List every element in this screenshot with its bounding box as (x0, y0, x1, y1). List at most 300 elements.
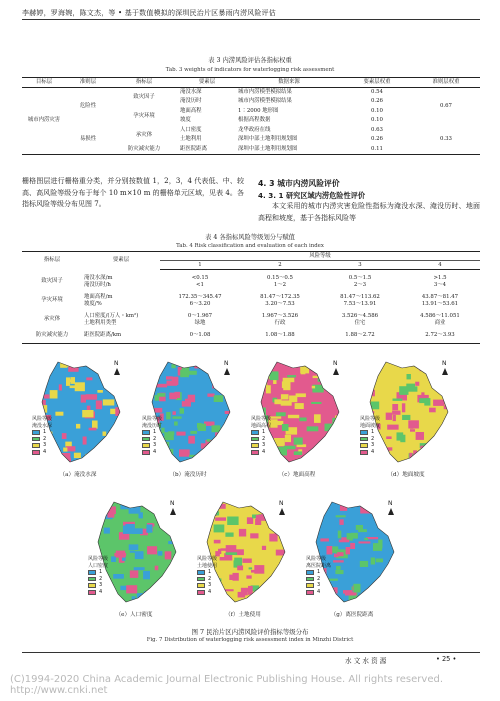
map-patch (156, 516, 165, 518)
map-patch (246, 575, 251, 578)
map-patch (256, 408, 266, 417)
map-patch (396, 559, 402, 567)
legend-item (251, 442, 271, 449)
map-patch (295, 403, 304, 409)
map-patch (214, 446, 218, 455)
running-title: 李赫婷，罗海婉，陈文杰，等 • 基于数值模拟的深圳民治片区暴雨内涝风险评估 (22, 9, 276, 17)
legend-item (88, 576, 108, 583)
map-patch (123, 526, 135, 534)
table3-source: 深圳中部土地利用规划图 (238, 136, 298, 143)
map-panel (138, 358, 238, 468)
legend-swatch (360, 450, 368, 455)
map-patch (376, 559, 383, 563)
legend-item (306, 582, 331, 589)
table4-cell: 2.72～3.93 (425, 331, 455, 338)
map-patch (269, 602, 276, 605)
table4-cell: 0.15～0.5 (267, 274, 293, 281)
table-row (22, 88, 480, 98)
map-patch (306, 539, 312, 544)
map-patch (285, 435, 291, 442)
table4-level-number: 4 (400, 261, 480, 270)
legend-swatch (88, 577, 96, 582)
legend-title: 淹没水深 (32, 422, 53, 429)
map-patch (216, 444, 222, 446)
map-patch (83, 437, 87, 445)
map-patch (119, 404, 126, 406)
map-patch (277, 519, 286, 523)
map-patch (173, 593, 176, 595)
legend-swatch (32, 443, 40, 448)
map-patch (107, 377, 116, 383)
table-row (22, 126, 480, 136)
table3-target: 城市内涝灾害 (27, 117, 61, 124)
table3-header-row (22, 78, 480, 88)
map-patch (122, 369, 129, 373)
map-patch (121, 386, 128, 394)
map-patch (269, 416, 281, 418)
map-patch (408, 460, 416, 463)
table3-element: 人口密度 (180, 126, 202, 133)
map-patch (207, 394, 214, 397)
map-patch (408, 420, 419, 428)
map-patch (346, 547, 350, 554)
table-row (22, 275, 480, 282)
map-patch (402, 415, 410, 420)
legend-title: 风险等级 (197, 556, 218, 562)
legend-title: 风险等级 (306, 556, 327, 562)
legend-swatch (197, 590, 205, 595)
map-patch (299, 418, 306, 422)
table4-cell: 7.53～13.91 (343, 300, 377, 307)
map-patch (275, 527, 287, 534)
map-patch (182, 359, 186, 365)
map-patch (250, 376, 261, 378)
map-patch (350, 543, 355, 549)
table3-indicator: 孕灾环境 (133, 112, 155, 119)
legend-label: 2 (153, 435, 157, 442)
map-patch (279, 523, 282, 529)
map-patch (338, 531, 342, 539)
map-patch (250, 533, 258, 538)
legend-label: 3 (43, 442, 47, 449)
legend-item (197, 576, 217, 583)
map-patch (415, 382, 419, 386)
north-arrow-icon: N (333, 360, 339, 375)
map-patch (332, 546, 338, 553)
map-patch (259, 602, 263, 608)
map-patch (416, 432, 424, 440)
map-panel-caption: （b）淹没历时 (169, 472, 207, 478)
table4-cell: 3.526～4.586 (341, 312, 379, 319)
map-patch (44, 394, 50, 398)
north-arrow-icon: N (388, 500, 394, 515)
legend-item (251, 429, 271, 436)
table3-source: 城市内涝模型模拟结果 (238, 98, 292, 105)
map-patch (337, 401, 343, 408)
map-patch (163, 583, 170, 586)
map-patch (450, 402, 456, 405)
map-patch (326, 368, 331, 374)
map-patch (110, 409, 116, 414)
legend-label: 1 (153, 429, 157, 436)
map-patch (208, 446, 215, 450)
map-patch (156, 384, 167, 388)
table4-header-levels: 风险等级 (160, 252, 480, 261)
map-patch (180, 408, 184, 414)
map-patch (237, 565, 243, 570)
map-patch (393, 399, 403, 401)
map-patch (91, 527, 96, 533)
table4 (22, 251, 480, 344)
table4-element: 淹没水深/m (84, 274, 113, 281)
map-patch (377, 513, 384, 517)
map-patch (31, 461, 35, 468)
map-patch (282, 424, 289, 431)
map-patch (198, 521, 201, 527)
map-patch (249, 567, 253, 569)
map-patch (166, 376, 173, 379)
map-patch (150, 408, 162, 413)
map-patch (281, 394, 289, 399)
map-patch (313, 376, 318, 378)
map-patch (333, 444, 339, 448)
map-patch (420, 451, 429, 453)
map-patch (86, 394, 97, 400)
table3-element-weight: 0.11 (370, 145, 383, 152)
map-patch (361, 400, 369, 407)
footer-rule (22, 652, 480, 653)
map-patch (157, 393, 165, 397)
map-patch (269, 534, 277, 542)
map-patch (279, 588, 283, 594)
legend-swatch (251, 437, 259, 442)
north-arrow-icon: N (279, 500, 285, 515)
map-patch (330, 442, 334, 446)
table-row (22, 301, 480, 308)
map-patch (108, 362, 114, 364)
map-patch (174, 422, 178, 426)
map-patch (162, 442, 169, 448)
map-patch (250, 464, 258, 468)
map-patch (153, 597, 162, 601)
map-patch (143, 571, 150, 579)
map-patch (96, 401, 102, 410)
body-paragraph-left: 栅格图层进行栅格重分类，并分别按数值 1，2，3，4 代表低、中、较高、高风险等级分布于每个 10 m×10 m 的栅格单元区域，见表 4。各指标风险等级分布见图 7。 (22, 177, 244, 209)
table3-element: 距医院距离 (180, 145, 207, 152)
map-patch (226, 552, 238, 555)
legend-label: 2 (43, 435, 47, 442)
map-patch (412, 460, 423, 467)
map-patch (294, 451, 302, 455)
table3-criterion: 危险性 (79, 103, 97, 110)
table4-cell: 0～1.967 (187, 312, 213, 319)
map-patch (378, 540, 382, 549)
legend-label: 2 (208, 575, 212, 582)
table-row (22, 294, 480, 301)
legend-swatch (88, 570, 96, 575)
map-patch (177, 585, 184, 589)
table3-element: 坡度 (180, 117, 191, 124)
map-patch (233, 573, 239, 581)
legend-label: 2 (317, 575, 321, 582)
legend-title: 风险等级 (251, 416, 272, 422)
map-patch (156, 598, 163, 606)
table3-header-cell: 准则层权重 (412, 78, 480, 88)
table4-cell: >1.5 (433, 274, 447, 281)
legend-item (360, 449, 380, 456)
map-patch (89, 428, 97, 431)
map-panel-caption: （d）地面坡度 (387, 472, 425, 478)
legend-item (251, 436, 271, 443)
map-patch (264, 373, 267, 377)
map-patch (36, 370, 41, 377)
map-patch (440, 454, 451, 459)
subsection-heading: 4. 3. 1 研究区域内涝危险性评价 (258, 191, 366, 200)
map-patch (367, 359, 372, 368)
map-patch (134, 567, 145, 570)
map-patch (357, 462, 360, 466)
map-patch (88, 516, 93, 522)
legend-item (251, 449, 271, 456)
legend-swatch (142, 450, 150, 455)
legend-title: 地面坡度 (360, 422, 381, 429)
map-patch (386, 436, 391, 439)
table3-source: 1∶2000 地形图 (238, 107, 279, 114)
map-patch (215, 517, 226, 520)
legend-item (142, 436, 162, 443)
table4-header-indicator: 指标层 (43, 257, 61, 264)
legend-item (360, 442, 380, 449)
map-patch (122, 366, 127, 370)
map-panel-caption: （e）人口密度 (115, 612, 153, 618)
map-patch (248, 372, 252, 377)
map-patch (407, 374, 411, 379)
table3-element: 淹没水深 (180, 89, 202, 95)
journal-name: 水 文 水 资 源 (345, 657, 387, 665)
map-patch (155, 566, 159, 571)
map-patch (55, 412, 63, 416)
map-patch (254, 565, 264, 574)
legend-swatch (360, 430, 368, 435)
map-patch (386, 567, 396, 572)
legend-label: 2 (262, 435, 266, 442)
map-patch (116, 551, 125, 558)
map-patch (139, 512, 143, 518)
map-patch (366, 602, 376, 605)
map-patch (229, 575, 233, 580)
north-arrow-icon: N (114, 360, 120, 375)
table4-cell: 1.88～2.72 (345, 331, 375, 338)
map-patch (364, 538, 368, 540)
legend-label: 1 (317, 569, 321, 576)
map-panel (28, 358, 128, 468)
legend-item (88, 582, 108, 589)
map-patch (50, 390, 58, 398)
legend-label: 1 (371, 429, 375, 436)
map-patch (284, 518, 290, 522)
table3-caption-en: Tab. 3 weights of indicators for waterlogging risk assessment (165, 67, 335, 73)
table3-caption: 表 3 内涝风险评估各指标权重 (208, 57, 292, 64)
table4-caption-en: Tab. 4 Risk classification and evaluation of each index (176, 243, 324, 249)
map-patch (135, 551, 144, 559)
map-patch (288, 512, 293, 517)
map-patch (168, 541, 180, 544)
legend-item (306, 569, 331, 576)
table4-cell: 4.586～11.051 (420, 312, 460, 319)
legend-item (197, 569, 217, 576)
table3-header-cell: 要素层权重 (342, 78, 412, 88)
table3-header-cell: 准则层 (66, 78, 110, 88)
map-patch (243, 559, 252, 563)
table4-level-number: 3 (320, 261, 400, 270)
map-patch (431, 446, 441, 454)
legend-swatch (306, 583, 314, 588)
table4-cell: 81.47～172.35 (260, 293, 300, 300)
legend-item (142, 442, 162, 449)
map-legend (306, 556, 331, 596)
legend-title: 风险等级 (360, 416, 381, 422)
table3-element-weight: 0.63 (370, 126, 383, 133)
map-patch (359, 541, 371, 543)
map-patch (392, 411, 400, 415)
table3-criterion-weight: 0.33 (439, 136, 452, 142)
map-patch (422, 459, 431, 464)
map-patch (132, 596, 136, 605)
map-patch (339, 540, 350, 543)
map-patch (357, 397, 362, 405)
legend-swatch (32, 430, 40, 435)
map-patch (231, 398, 237, 405)
legend-title: 风险等级 (32, 416, 53, 422)
map-patch (392, 517, 399, 525)
map-patch (402, 403, 405, 412)
map-patch (160, 509, 170, 512)
map-patch (372, 599, 379, 602)
map-patch (158, 551, 163, 556)
table3-header-cell: 指标层 (110, 78, 178, 88)
legend-label: 4 (99, 588, 103, 595)
table4-cell: 绿地 (194, 319, 206, 326)
map-patch (273, 597, 276, 602)
legend-swatch (32, 437, 40, 442)
legend-swatch (197, 577, 205, 582)
map-patch (274, 438, 285, 446)
map-patch (362, 385, 366, 391)
map-patch (99, 450, 106, 457)
legend-title: 人口密度 (88, 562, 109, 569)
table4-cell: 1.08～1.88 (265, 331, 295, 338)
map-patch (310, 519, 317, 526)
map-patch (368, 599, 373, 607)
map-patch (115, 459, 124, 463)
legend-swatch (251, 430, 259, 435)
legend-label: 3 (99, 582, 103, 589)
map-panel (302, 498, 402, 608)
legend-swatch (251, 443, 259, 448)
legend-swatch (88, 590, 96, 595)
map-patch (342, 367, 347, 372)
map-patch (119, 443, 128, 451)
map-patch (340, 383, 347, 388)
map-patch (382, 594, 388, 602)
map-patch (266, 385, 271, 393)
map-patch (397, 432, 404, 440)
map-patch (104, 506, 116, 514)
table4-cell: <0.15 (191, 274, 209, 281)
legend-title: 风险等级 (142, 416, 163, 422)
table3-indicator: 致灾因子 (133, 93, 155, 100)
map-patch (208, 364, 212, 372)
map-patch (89, 510, 94, 517)
legend-item (197, 582, 217, 589)
table3-element-weight: 0.10 (370, 107, 383, 114)
map-patch (207, 439, 211, 442)
map-patch (227, 388, 231, 394)
table3-indicator: 承灾体 (135, 131, 153, 138)
map-patch (419, 398, 429, 403)
legend-swatch (197, 570, 205, 575)
table3-indicator: 防灾减灾能力 (127, 145, 161, 152)
legend-title: 地面高程 (251, 422, 272, 429)
map-patch (339, 519, 343, 525)
map-patch (122, 359, 128, 363)
map-patch (420, 446, 428, 449)
legend-item (32, 449, 52, 456)
map-legend (197, 556, 217, 596)
legend-item (306, 589, 331, 596)
map-panel (247, 358, 347, 468)
legend-item (88, 589, 108, 596)
table3-criterion: 易损性 (79, 136, 97, 142)
legend-item (32, 429, 52, 436)
map-patch (410, 429, 415, 432)
legend-label: 2 (99, 575, 103, 582)
table4-indicator: 承灾体 (43, 316, 61, 322)
map-patch (173, 598, 182, 606)
table-row (22, 313, 480, 320)
map-patch (257, 499, 267, 505)
table4-element: 地面高程/m (84, 293, 113, 300)
map-patch (303, 504, 307, 507)
map-patch (179, 566, 184, 571)
map-patch (129, 544, 139, 550)
legend-item (360, 436, 380, 443)
legend-swatch (142, 443, 150, 448)
table3-source: 深圳中部土地利用规划图 (238, 145, 298, 152)
legend-swatch (142, 437, 150, 442)
map-patch (335, 386, 343, 390)
map-patch (433, 400, 444, 406)
map-patch (320, 538, 329, 541)
map-patch (387, 425, 398, 430)
body-paragraph-right: 本文采用的城市内涝灾害危险性指标为淹没水深、淹没历时、地面高程和坡度，基于各指标风险等 (258, 202, 480, 222)
table4-cell: 13.91～53.61 (421, 300, 459, 307)
table3-element-weight: 0.26 (370, 98, 383, 105)
table-row (22, 332, 480, 339)
map-patch (59, 384, 62, 390)
map-patch (314, 414, 321, 423)
map-patch (335, 601, 346, 607)
table4-cell: 3～4 (433, 281, 447, 288)
map-patch (450, 428, 456, 433)
map-patch (94, 511, 102, 514)
map-patch (94, 527, 100, 532)
table3-source: 龙华政府在线 (238, 126, 271, 133)
map-patch (188, 395, 195, 403)
map-patch (337, 552, 343, 556)
table4-cell: 172.35～345.47 (178, 293, 222, 300)
map-patch (122, 416, 126, 420)
